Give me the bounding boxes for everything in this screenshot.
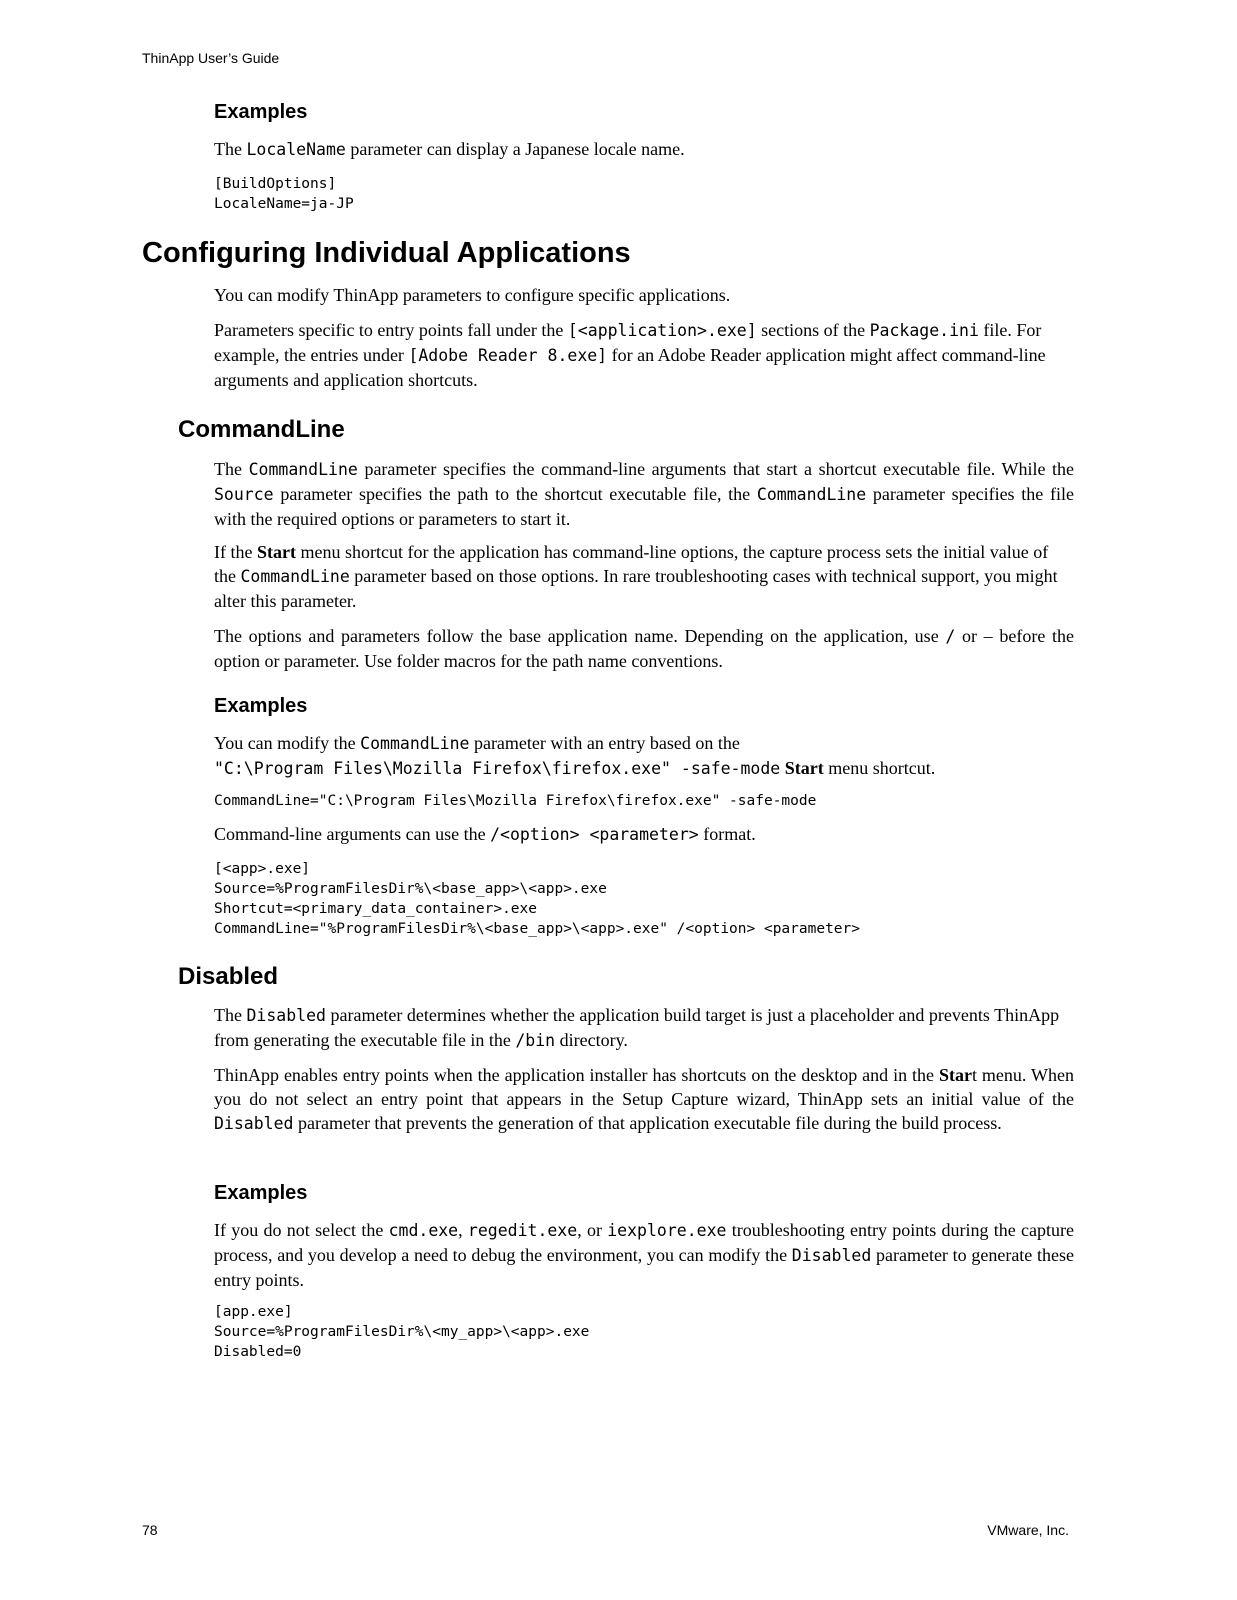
section-heading-configuring: Configuring Individual Applications <box>142 237 631 269</box>
disabled-paragraph-2: ThinApp enables entry points when the application installer has shortcuts on the desktop and in the Start menu. When you do not select an entry point that appears in the Setup Capture wizard, ThinApp sets an initial value of the Disabled parameter that prevents the generation of that application executable file during the build process. <box>214 1065 1074 1133</box>
code-line: Shortcut=<primary_data_container>.exe <box>214 901 538 917</box>
page-number: 78 <box>142 1522 158 1538</box>
commandline-example-paragraph: You can modify the CommandLine parameter with an entry based on the "C:\Program Files\Mozilla Firefox\firefox.exe" -safe-mode Start menu shortcut. <box>214 733 936 778</box>
code-line: [app.exe] <box>214 1304 293 1320</box>
code-line: [BuildOptions] <box>214 176 337 192</box>
section-heading-commandline: CommandLine <box>178 416 345 443</box>
locale-code-block <box>214 174 354 214</box>
code-line: CommandLine="C:\Program Files\Mozilla Firefox\firefox.exe" -safe-mode <box>214 793 817 809</box>
disabled-example-paragraph: If you do not select the cmd.exe, regedit.exe, or iexplore.exe troubleshooting entry points during the capture process, and you develop a need to debug the environment, you can modify the Disabled parameter to generate these entry points. <box>214 1220 1075 1290</box>
commandline-code-block-2 <box>214 859 860 939</box>
commandline-code-block-1 <box>214 791 816 811</box>
commandline-paragraph-2: If the Start menu shortcut for the application has command-line options, the capture process sets the initial value of the CommandLine parameter based on those options. In rare troubleshooting cases with technical support, you might alter this parameter. <box>214 542 1058 611</box>
examples-heading-disabled: Examples <box>214 1182 308 1204</box>
locale-example-paragraph: The LocaleName parameter can display a Japanese locale name. <box>214 139 685 159</box>
disabled-paragraph-1: The Disabled parameter determines whether the application build target is just a placeholder and prevents ThinApp from generating the executable file in the /bin directory. <box>214 1005 1060 1050</box>
examples-heading-locale: Examples <box>214 101 308 123</box>
examples-heading-commandline: Examples <box>214 695 308 717</box>
code-line: Disabled=0 <box>214 1344 302 1360</box>
config-paragraph-2: Parameters specific to entry points fall under the [<application>.exe] sections of the Package.ini file. For example, the entries under [Adobe Reader 8.exe] for an Adobe Reader application might affect command-line arguments and application shortcuts. <box>214 320 1046 390</box>
code-line: LocaleName=ja-JP <box>214 196 354 212</box>
section-heading-disabled: Disabled <box>178 963 279 990</box>
code-line: Source=%ProgramFilesDir%\<my_app>\<app>.exe <box>214 1324 590 1340</box>
running-header: ThinApp User’s Guide <box>142 50 280 66</box>
disabled-code-block <box>214 1302 589 1362</box>
code-line: Source=%ProgramFilesDir%\<base_app>\<app>.exe <box>214 881 607 897</box>
code-line: [<app>.exe] <box>214 861 311 877</box>
config-paragraph-1: You can modify ThinApp parameters to configure specific applications. <box>214 285 731 305</box>
commandline-paragraph-1: The CommandLine parameter specifies the command-line arguments that start a shortcut executable file. While the Source parameter specifies the path to the shortcut executable file, the CommandLine parameter specifies the file with the required options or parameters to start it. <box>214 459 1075 529</box>
footer-company: VMware, Inc. <box>987 1522 1069 1538</box>
commandline-format-paragraph: Command-line arguments can use the /<option> <parameter> format. <box>214 824 756 844</box>
code-line: CommandLine="%ProgramFilesDir%\<base_app>\<app>.exe" /<option> <parameter> <box>214 921 861 937</box>
commandline-paragraph-3: The options and parameters follow the base application name. Depending on the application, use / or – before the option or parameter. Use folder macros for the path name conventions. <box>214 626 1074 671</box>
